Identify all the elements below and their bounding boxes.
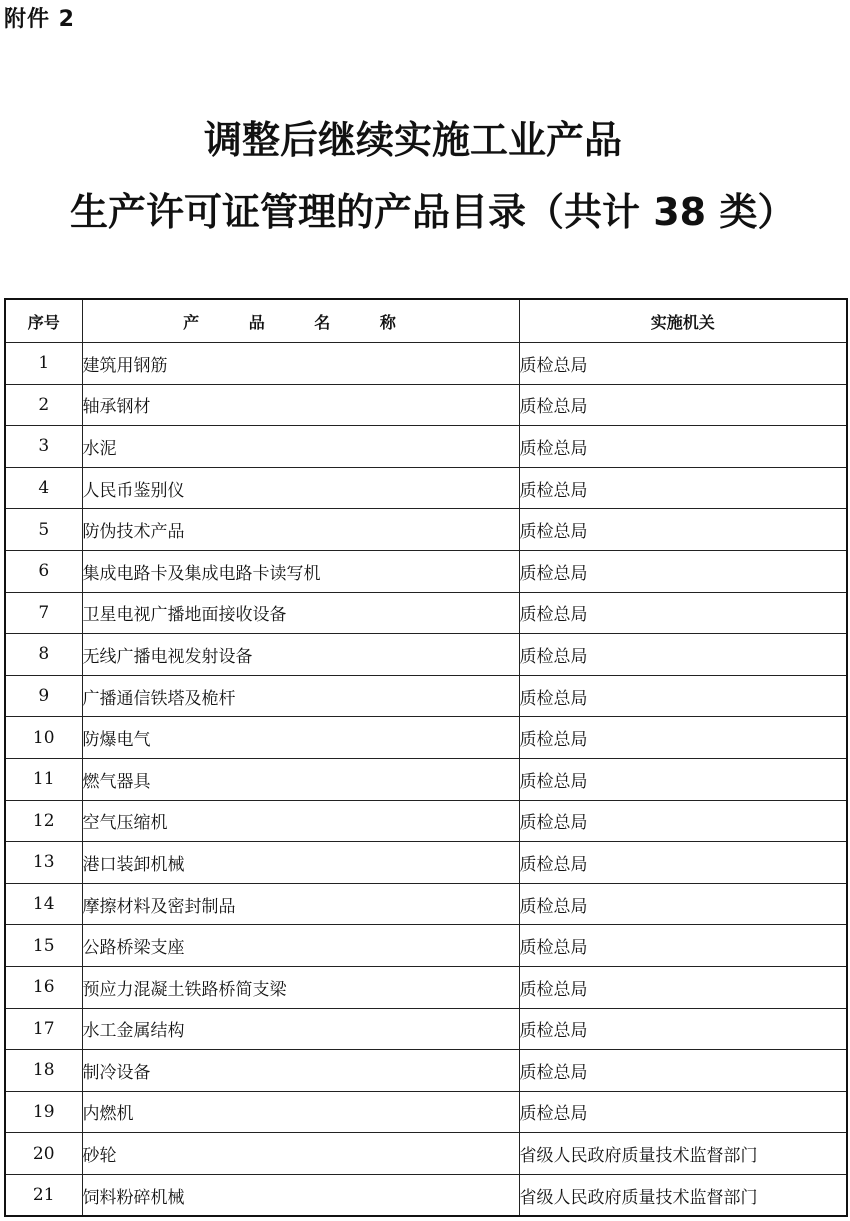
agency-cell: 质检总局 <box>519 675 847 717</box>
product-catalog-table <box>4 298 848 1217</box>
table-row <box>5 842 847 884</box>
table-row <box>5 1050 847 1092</box>
serial-number-cell: 12 <box>5 800 82 842</box>
table-row <box>5 800 847 842</box>
product-name-cell: 集成电路卡及集成电路卡读写机 <box>82 550 519 592</box>
product-name-cell: 公路桥梁支座 <box>82 925 519 967</box>
serial-number-cell: 5 <box>5 509 82 551</box>
serial-number-cell: 7 <box>5 592 82 634</box>
product-name-cell: 卫星电视广播地面接收设备 <box>82 592 519 634</box>
serial-number-cell: 15 <box>5 925 82 967</box>
header-product-name: 产 品 名 称 <box>82 299 519 343</box>
table-header-row <box>5 299 847 343</box>
product-name-cell: 防爆电气 <box>82 717 519 759</box>
product-name-cell: 摩擦材料及密封制品 <box>82 883 519 925</box>
table-row <box>5 1091 847 1133</box>
product-name-cell: 制冷设备 <box>82 1050 519 1092</box>
serial-number-cell: 13 <box>5 842 82 884</box>
table-row <box>5 1133 847 1175</box>
serial-number-cell: 19 <box>5 1091 82 1133</box>
product-name-cell: 广播通信铁塔及桅杆 <box>82 675 519 717</box>
table-row <box>5 426 847 468</box>
agency-cell: 省级人民政府质量技术监督部门 <box>519 1133 847 1175</box>
header-agency: 实施机关 <box>519 299 847 343</box>
table-row <box>5 966 847 1008</box>
agency-cell: 质检总局 <box>519 1050 847 1092</box>
table-row <box>5 384 847 426</box>
page-title-line-2: 生产许可证管理的产品目录（共计 38 类） <box>70 190 796 234</box>
agency-cell: 质检总局 <box>519 592 847 634</box>
serial-number-cell: 9 <box>5 675 82 717</box>
agency-cell: 质检总局 <box>519 384 847 426</box>
product-name-cell: 水工金属结构 <box>82 1008 519 1050</box>
table-row <box>5 1174 847 1216</box>
agency-cell: 质检总局 <box>519 343 847 385</box>
agency-cell: 质检总局 <box>519 509 847 551</box>
agency-cell: 质检总局 <box>519 1008 847 1050</box>
agency-cell: 质检总局 <box>519 426 847 468</box>
agency-cell: 质检总局 <box>519 467 847 509</box>
product-name-cell: 人民币鉴别仪 <box>82 467 519 509</box>
table-row <box>5 758 847 800</box>
serial-number-cell: 20 <box>5 1133 82 1175</box>
agency-cell: 质检总局 <box>519 800 847 842</box>
table-row <box>5 592 847 634</box>
product-name-cell: 防伪技术产品 <box>82 509 519 551</box>
table-row <box>5 883 847 925</box>
table-row <box>5 343 847 385</box>
product-name-cell: 预应力混凝土铁路桥简支梁 <box>82 966 519 1008</box>
product-name-cell: 水泥 <box>82 426 519 468</box>
serial-number-cell: 8 <box>5 634 82 676</box>
product-name-cell: 建筑用钢筋 <box>82 343 519 385</box>
header-serial-number: 序号 <box>5 299 82 343</box>
agency-cell: 质检总局 <box>519 966 847 1008</box>
agency-cell: 质检总局 <box>519 550 847 592</box>
serial-number-cell: 16 <box>5 966 82 1008</box>
serial-number-cell: 6 <box>5 550 82 592</box>
serial-number-cell: 3 <box>5 426 82 468</box>
page-title-line-1: 调整后继续实施工业产品 <box>204 118 623 162</box>
agency-cell: 质检总局 <box>519 1091 847 1133</box>
product-name-cell: 轴承钢材 <box>82 384 519 426</box>
serial-number-cell: 1 <box>5 343 82 385</box>
table-row <box>5 675 847 717</box>
table-row <box>5 1008 847 1050</box>
product-name-cell: 内燃机 <box>82 1091 519 1133</box>
agency-cell: 质检总局 <box>519 883 847 925</box>
product-name-cell: 空气压缩机 <box>82 800 519 842</box>
product-name-cell: 燃气器具 <box>82 758 519 800</box>
agency-cell: 省级人民政府质量技术监督部门 <box>519 1174 847 1216</box>
agency-cell: 质检总局 <box>519 925 847 967</box>
serial-number-cell: 17 <box>5 1008 82 1050</box>
table-row <box>5 467 847 509</box>
product-name-cell: 砂轮 <box>82 1133 519 1175</box>
attachment-label: 附件 2 <box>4 7 75 32</box>
serial-number-cell: 10 <box>5 717 82 759</box>
agency-cell: 质检总局 <box>519 634 847 676</box>
product-name-cell: 饲料粉碎机械 <box>82 1174 519 1216</box>
serial-number-cell: 18 <box>5 1050 82 1092</box>
serial-number-cell: 2 <box>5 384 82 426</box>
serial-number-cell: 14 <box>5 883 82 925</box>
table-row <box>5 717 847 759</box>
table-row <box>5 509 847 551</box>
serial-number-cell: 4 <box>5 467 82 509</box>
product-name-cell: 港口装卸机械 <box>82 842 519 884</box>
table-row <box>5 634 847 676</box>
table-row <box>5 925 847 967</box>
table-body <box>5 343 847 1217</box>
product-name-cell: 无线广播电视发射设备 <box>82 634 519 676</box>
agency-cell: 质检总局 <box>519 717 847 759</box>
serial-number-cell: 21 <box>5 1174 82 1216</box>
serial-number-cell: 11 <box>5 758 82 800</box>
agency-cell: 质检总局 <box>519 842 847 884</box>
agency-cell: 质检总局 <box>519 758 847 800</box>
table-row <box>5 550 847 592</box>
